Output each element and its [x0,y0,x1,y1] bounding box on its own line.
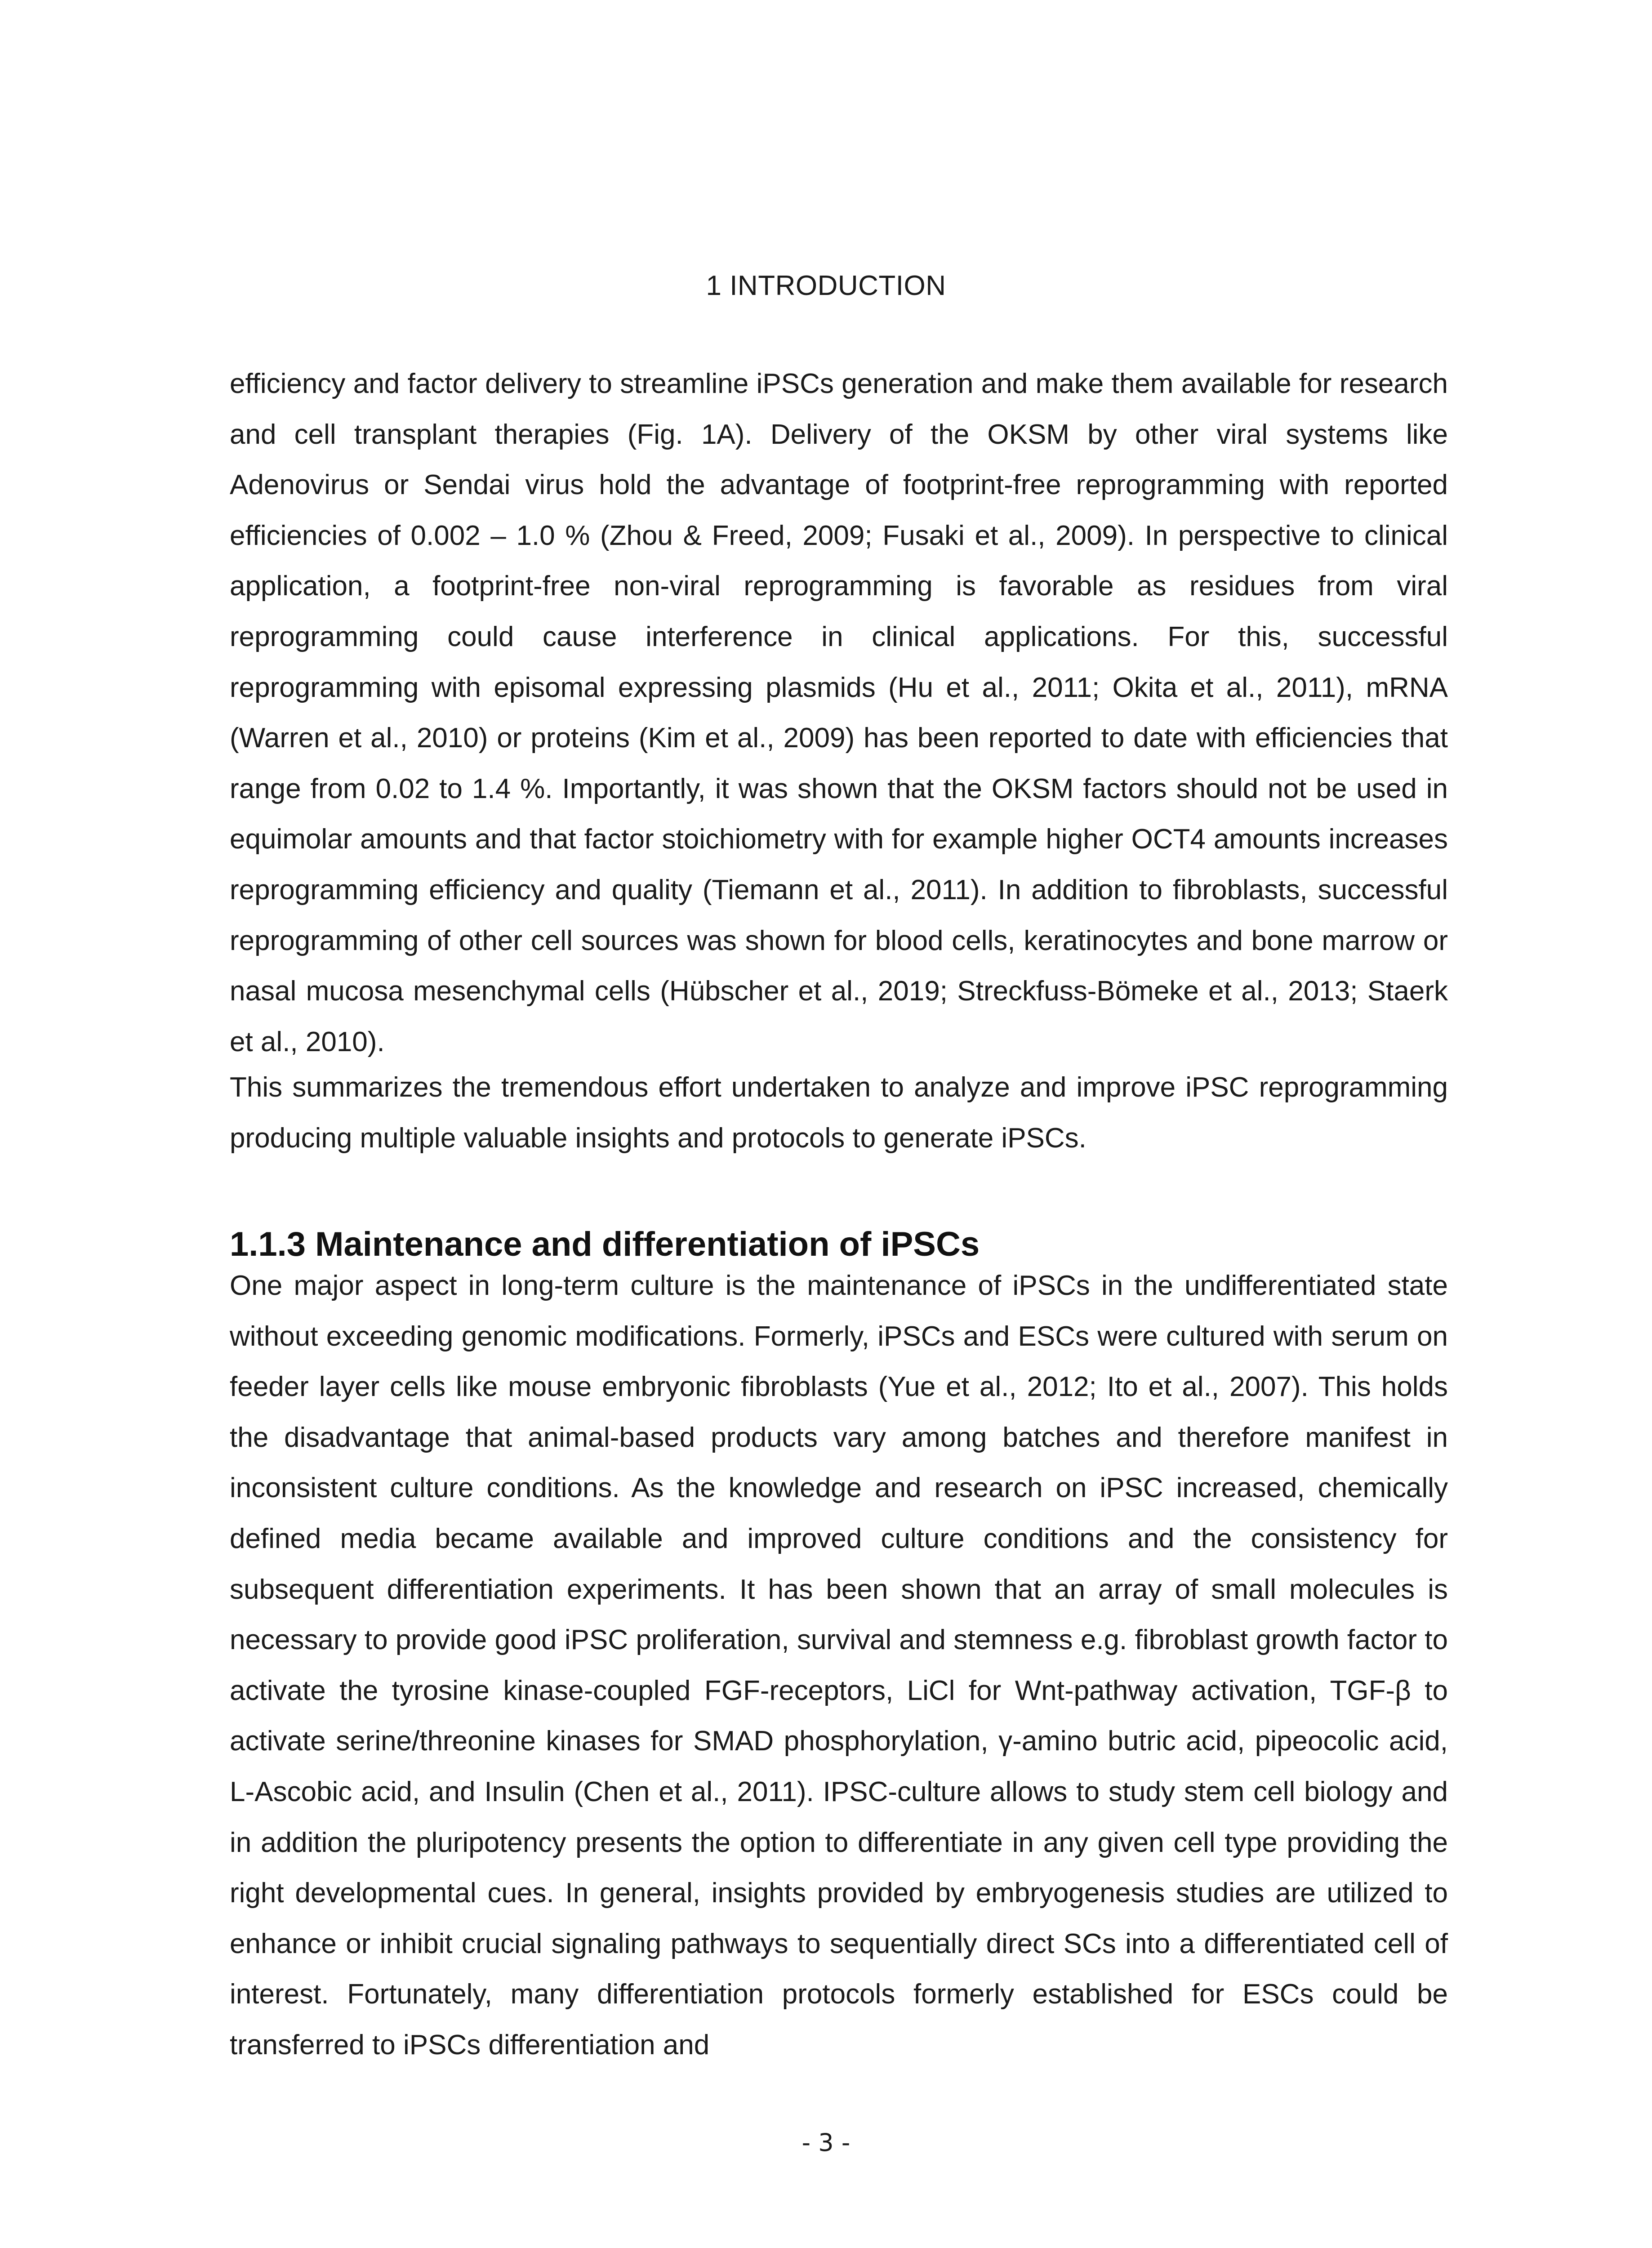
text-block [230,1062,1448,1164]
page-number: - 3 - [802,2128,850,2157]
running-header: 1 INTRODUCTION [706,270,946,301]
paragraph-maintenance: One major aspect in long-term culture is the maintenance of iPSCs in the undifferentiated state without exceeding genomic modifications. Formerly, iPSCs and ESCs were cultured with serum on feeder layer cells like mouse embryonic fibroblasts (Yue et al., 2012; Ito et al., 2007). This holds the disadvantage that animal-based products vary among batches and therefore manifest in inconsistent culture conditions. As the knowledge and research on iPSC increased, chemically defined media became available and improved culture conditions and the consistency for subsequent differentiation experiments. It has been shown that an array of small molecules is necessary to provide good iPSC proliferation, survival and stemness e.g. fibroblast growth factor to activate the tyrosine kinase-coupled FGF-receptors, LiCl for Wnt-pathway activation, TGF-β to activate serine/threonine kinases for SMAD phosphorylation, γ-amino butric acid, pipeocolic acid, L-Ascobic acid, and Insulin (Chen et al., 2011). IPSC-culture allows to study stem cell biology and in addition the pluripotency presents the option to differentiate in any given cell type providing the right developmental cues. In general, insights provided by embryogenesis studies are utilized to enhance or inhibit crucial signaling pathways to sequentially direct SCs into a differentiated cell of interest. Fortunately, many differentiation protocols formerly established for ESCs could be transferred to iPSCs differentiation and [230,1270,1448,2061]
text-block [230,1261,1448,2071]
text-block [230,359,1448,1067]
paragraph-summary: This summarizes the tremendous effort undertaken to analyze and improve iPSC reprogramming producing multiple valuable insights and protocols to generate iPSCs. [230,1072,1448,1154]
section-heading: 1.1.3 Maintenance and differentiation of iPSCs [230,1225,980,1263]
paragraph-reprogramming-delivery: efficiency and factor delivery to streamline iPSCs generation and make them available for research and cell transplant therapies (Fig. 1A). Delivery of the OKSM by other viral systems like Adenovirus or Sendai virus hold the advantage of footprint-free reprogramming with reported efficiencies of 0.002 – 1.0 % (Zhou & Freed, 2009; Fusaki et al., 2009). In perspective to clinical application, a footprint-free non-viral reprogramming is favorable as residues from viral reprogramming could cause interference in clinical applications. For this, successful reprogramming with episomal expressing plasmids (Hu et al., 2011; Okita et al., 2011), mRNA (Warren et al., 2010) or proteins (Kim et al., 2009) has been reported to date with efficiencies that range from 0.02 to 1.4 %. Importantly, it was shown that the OKSM factors should not be used in equimolar amounts and that factor stoichiometry with for example higher OCT4 amounts increases reprogramming efficiency and quality (Tiemann et al., 2011). In addition to fibroblasts, successful reprogramming of other cell sources was shown for blood cells, keratinocytes and bone marrow or nasal mucosa mesenchymal cells (Hübscher et al., 2019; Streckfuss-Bömeke et al., 2013; Staerk et al., 2010). [230,368,1448,1057]
